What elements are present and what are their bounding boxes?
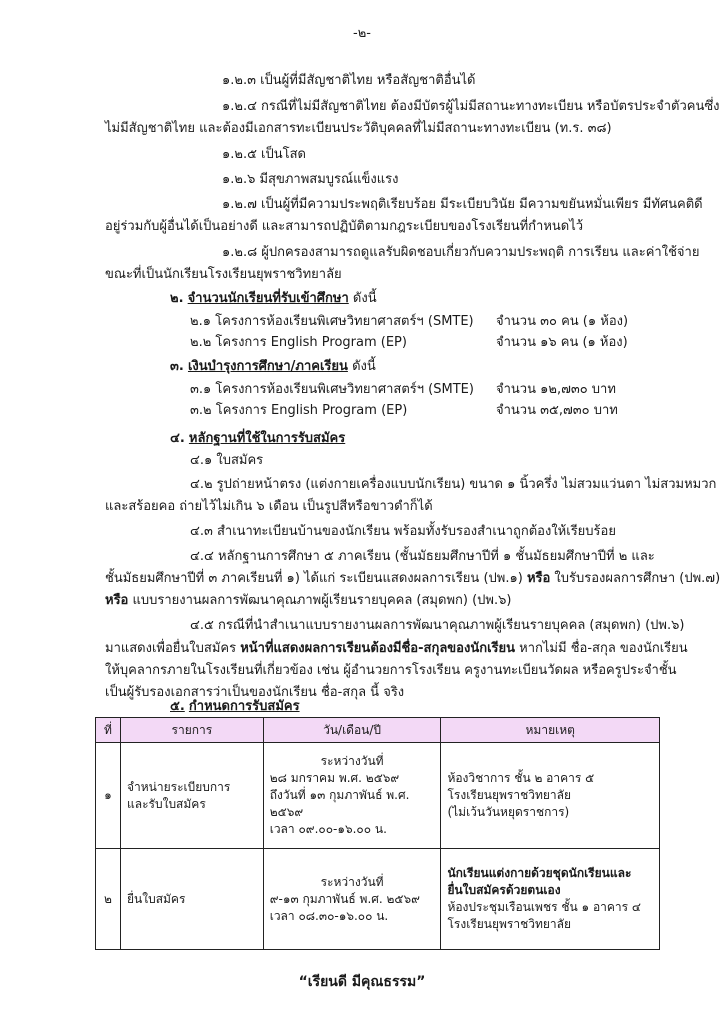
row-2-date-line1: ระหว่างวันที่: [320, 874, 384, 889]
item-2-1-amount: จำนวน ๓๐ คน (๑ ห้อง): [496, 314, 629, 329]
item-4-1: ๔.๑ ใบสมัคร: [190, 453, 264, 468]
item-4-2-line1: ๔.๒ รูปถ่ายหน้าตรง (แต่งกายเครื่องแบบนักเรียน) ขนาด ๑ นิ้วครึ่ง ไม่สวมแว่นตา ไม่สวมหมวก: [190, 477, 717, 492]
item-4-5-line1: ๔.๕ กรณีที่นำสำเนาแบบรายงานผลการพัฒนาคุณภาพผู้เรียนรายบุคคล (สมุดพก) (ปพ.๖): [190, 618, 685, 633]
row-2-date-line3: เวลา ๐๘.๓๐-๑๖.๐๐ น.: [269, 908, 389, 923]
section-2-heading: [170, 290, 377, 308]
header-no: ที่: [96, 718, 121, 743]
table-row: [96, 849, 660, 950]
item-4-4-line3-text: แบบรายงานผลการพัฒนาคุณภาพผู้เรียนรายบุคคล (สมุดพก) (ปพ.๖): [128, 593, 512, 608]
section-5-number: ๕.: [170, 699, 185, 714]
row-2-note-line2: โรงเรียนยุพราชวิทยาลัย: [447, 917, 572, 931]
section-3-title: เงินบำรุงการศึกษา/ภาคเรียน: [187, 359, 348, 374]
row-1-item-line2: และรับใบสมัคร: [126, 796, 206, 811]
row-1-date-line1: ระหว่างวันที่: [320, 754, 384, 768]
table-row: [96, 743, 660, 849]
row-1-item-line1: จำหน่ายระเบียบการ: [126, 779, 231, 794]
row-1-item: [120, 743, 263, 849]
row-1-note-line1: ห้องวิชาการ ชั้น ๒ อาคาร ๕: [447, 771, 595, 785]
header-date: วัน/เดือน/ปี: [263, 718, 441, 743]
item-1-2-7-line2: อยู่ร่วมกับผู้อื่นได้เป็นอย่างดี และสามารถปฏิบัติตามกฎระเบียบของโรงเรียนที่กำหนดไว้: [105, 219, 584, 234]
item-3-1-label: ๓.๑ โครงการห้องเรียนพิเศษวิทยาศาสตร์ฯ (SMTE): [190, 382, 474, 397]
row-2-date: [263, 849, 441, 950]
item-1-2-4-line1: ๑.๒.๔ กรณีที่ไม่มีสัญชาติไทย ต้องมีบัตรผู้ไม่มีสถานะทางทะเบียน หรือบัตรประจำตัวคนซึ่ง: [222, 99, 720, 114]
row-2-note-line1: ห้องประชุมเรือนเพชร ชั้น ๑ อาคาร ๔: [447, 900, 641, 914]
row-1-note-line2: โรงเรียนยุพราชวิทยาลัย: [447, 788, 572, 802]
row-2-note-bold-line2: ยื่นใบสมัครด้วยตนเอง: [447, 883, 561, 897]
item-4-4-line2-a: ชั้นมัธยมศึกษาปีที่ ๓ ภาคเรียนที่ ๑) ได้แก่ ระเบียนแสดงผลการเรียน (ปพ.๑): [105, 571, 527, 586]
row-2-note: [441, 849, 660, 950]
row-1-no: ๑: [96, 743, 121, 849]
row-1-date: [263, 743, 441, 849]
row-2-no: ๒: [96, 849, 121, 950]
section-4-number: ๔.: [170, 431, 185, 446]
item-1-2-4-line2: ไม่มีสัญชาติไทย และต้องมีเอกสารทะเบียนประวัติบุคคลที่ไม่มีสถานะทางทะเบียน (ท.ร. ๓๘): [105, 121, 612, 136]
item-2-2-label: ๒.๒ โครงการ English Program (EP): [190, 335, 407, 350]
item-1-2-6: ๑.๒.๖ มีสุขภาพสมบูรณ์แข็งแรง: [222, 172, 399, 187]
section-3-suffix: ดังนี้: [352, 359, 376, 374]
item-4-5-line4: เป็นผู้รับรองเอกสารว่าเป็นของนักเรียน ชื่อ-สกุล นี้ จริง: [105, 685, 405, 700]
footer-motto: “เรียนดี มีคุณธรรม”: [298, 974, 426, 990]
item-4-4-or-1: หรือ: [526, 571, 551, 586]
item-1-2-8-line2: ขณะที่เป็นนักเรียนโรงเรียนยุพราชวิทยาลัย: [105, 267, 342, 282]
item-1-2-7-line1: ๑.๒.๗ เป็นผู้ที่มีความประพฤติเรียบร้อย มีระเบียบวินัย มีความขยันหมั่นเพียร มีทัศนคติดี: [222, 197, 703, 212]
row-2-item-line1: ยื่นใบสมัคร: [126, 891, 186, 906]
row-1-note-line3: (ไม่เว้นวันหยุดราชการ): [447, 805, 570, 819]
section-2-suffix: ดังนี้: [352, 291, 377, 306]
row-2-item: [120, 849, 263, 950]
table-header-row: [96, 718, 660, 743]
page-number: -๒-: [353, 26, 371, 41]
item-4-4-line2: [105, 570, 720, 588]
row-1-note: [441, 743, 660, 849]
item-1-2-5: ๑.๒.๕ เป็นโสด: [222, 147, 306, 162]
item-3-2-label: ๓.๒ โครงการ English Program (EP): [190, 403, 408, 418]
section-4-title: หลักฐานที่ใช้ในการรับสมัคร: [188, 431, 346, 446]
row-2-note-bold-line1: นักเรียนแต่งกายด้วยชุดนักเรียนและ: [447, 866, 632, 880]
item-1-2-3: ๑.๒.๓ เป็นผู้ที่มีสัญชาติไทย หรือสัญชาติอื่นได้: [222, 73, 476, 88]
item-2-1-label: ๒.๑ โครงการห้องเรียนพิเศษวิทยาศาสตร์ฯ (SMTE): [190, 314, 474, 329]
header-note: หมายเหตุ: [441, 718, 660, 743]
item-4-4-line1: ๔.๔ หลักฐานการศึกษา ๕ ภาคเรียน (ชั้นมัธยมศึกษาปีที่ ๑ ชั้นมัธยมศึกษาปีที่ ๒ และ: [190, 549, 655, 564]
row-1-date-line3: ถึงวันที่ ๑๓ กุมภาพันธ์ พ.ศ. ๒๕๖๙: [269, 788, 410, 819]
section-3-heading: [170, 358, 376, 376]
item-4-5-line2-b: หากไม่มี ชื่อ-สกุล ของนักเรียน: [515, 641, 688, 656]
header-item: รายการ: [120, 718, 263, 743]
item-4-5-bold-note: หน้าที่แสดงผลการเรียนต้องมีชื่อ-สกุลของนักเรียน: [240, 641, 516, 656]
item-4-5-line3: ให้บุคลากรภายในโรงเรียนที่เกี่ยวข้อง เช่น ผู้อำนวยการโรงเรียน ครูงานทะเบียนวัดผล หรือครูประจำชั้น: [105, 663, 677, 678]
item-1-2-8-line1: ๑.๒.๘ ผู้ปกครองสามารถดูแลรับผิดชอบเกี่ยวกับความประพฤติ การเรียน และค่าใช้จ่าย: [222, 245, 700, 260]
item-3-2-amount: จำนวน ๓๕,๗๓๐ บาท: [496, 403, 618, 418]
item-4-4-or-2: หรือ: [105, 593, 129, 608]
section-2-number: ๒.: [170, 291, 184, 306]
item-4-5-line2: [105, 640, 688, 658]
row-1-date-line2: ๒๘ มกราคม พ.ศ. ๒๕๖๙: [269, 771, 400, 785]
schedule-table: [95, 717, 660, 950]
item-4-4-line3: [105, 592, 511, 610]
section-5-heading: [170, 698, 300, 716]
item-4-4-line2-b: ใบรับรองผลการศึกษา (ปพ.๗): [550, 571, 721, 586]
item-4-2-line2: และสร้อยคอ ถ่ายไว้ไม่เกิน ๖ เดือน เป็นรูปสีหรือขาวดำก็ได้: [105, 499, 433, 514]
section-4-heading: [170, 430, 345, 448]
row-2-date-line2: ๙-๑๓ กุมภาพันธ์ พ.ศ. ๒๕๖๙: [269, 891, 420, 906]
section-5-title: กำหนดการรับสมัคร: [188, 699, 300, 714]
section-2-title: จำนวนนักเรียนที่รับเข้าศึกษา: [187, 291, 349, 306]
item-3-1-amount: จำนวน ๑๒,๗๓๐ บาท: [496, 382, 616, 397]
item-2-2-amount: จำนวน ๑๖ คน (๑ ห้อง): [496, 335, 628, 350]
item-4-3: ๔.๓ สำเนาทะเบียนบ้านของนักเรียน พร้อมทั้งรับรองสำเนาถูกต้องให้เรียบร้อย: [190, 524, 616, 539]
section-3-number: ๓.: [170, 359, 184, 374]
item-4-5-line2-a: มาแสดงเพื่อยื่นใบสมัคร: [105, 641, 241, 656]
row-1-date-line4: เวลา ๐๙.๐๐-๑๖.๐๐ น.: [269, 822, 387, 836]
